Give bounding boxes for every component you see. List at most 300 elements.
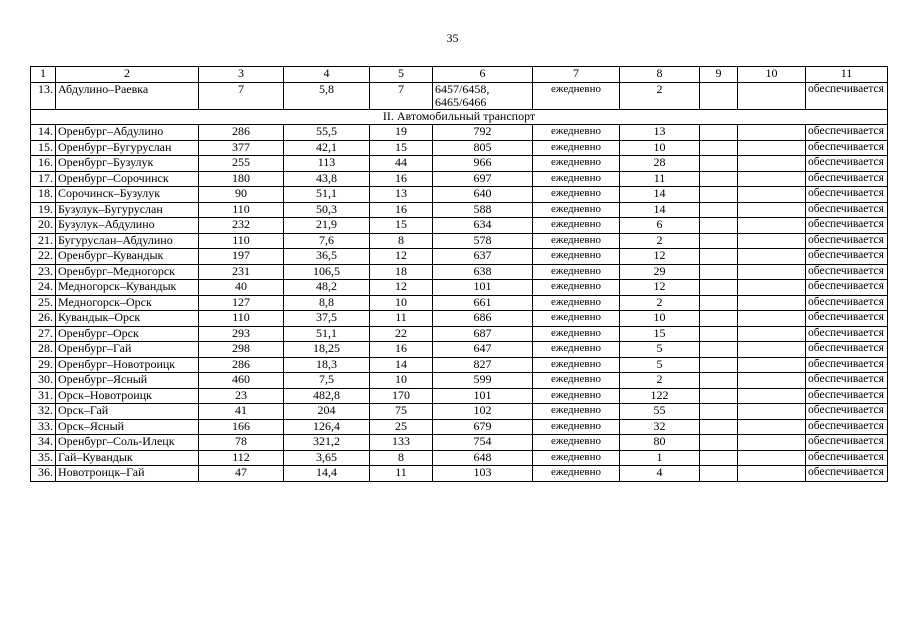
cell-col10 [738, 466, 806, 482]
page-number: 35 [446, 31, 459, 45]
cell-col5: 25 [370, 419, 433, 435]
route-name: Кувандык–Орск [56, 311, 199, 327]
cell-col9 [700, 342, 738, 358]
cell-col8: 14 [620, 187, 700, 203]
cell-frequency: ежедневно [533, 450, 620, 466]
cell-col4: 51,1 [284, 326, 370, 342]
cell-col8: 13 [620, 125, 700, 141]
cell-col8: 55 [620, 404, 700, 420]
table-row [31, 435, 888, 451]
cell-col5: 16 [370, 171, 433, 187]
cell-col9 [700, 264, 738, 280]
cell-col3: 286 [199, 125, 284, 141]
table-row [31, 404, 888, 420]
row-number: 14. [31, 125, 56, 141]
row-number: 26. [31, 311, 56, 327]
cell-col6: 634 [433, 218, 533, 234]
cell-col10 [738, 125, 806, 141]
cell-status: обеспечивается [806, 419, 888, 435]
cell-col9 [700, 171, 738, 187]
cell-col9 [700, 249, 738, 265]
route-name: Орск–Гай [56, 404, 199, 420]
cell-col4: 36,5 [284, 249, 370, 265]
cell-status: обеспечивается [806, 404, 888, 420]
cell-frequency: ежедневно [533, 82, 620, 109]
cell-col3: 90 [199, 187, 284, 203]
cell-frequency: ежедневно [533, 233, 620, 249]
cell-col5: 11 [370, 466, 433, 482]
column-number: 1 [31, 67, 56, 83]
row-number: 21. [31, 233, 56, 249]
cell-col6-line1: 6457/6458, [435, 82, 490, 96]
route-name: Бугуруслан–Абдулино [56, 233, 199, 249]
cell-col5: 11 [370, 311, 433, 327]
table-row [31, 388, 888, 404]
table-row [31, 171, 888, 187]
cell-col3: 255 [199, 156, 284, 172]
table-row [31, 295, 888, 311]
route-name: Бузулук–Бугуруслан [56, 202, 199, 218]
cell-col9 [700, 218, 738, 234]
cell-col6: 679 [433, 419, 533, 435]
cell-col5: 10 [370, 373, 433, 389]
cell-status: обеспечивается [806, 202, 888, 218]
row-number: 31. [31, 388, 56, 404]
cell-col9 [700, 140, 738, 156]
cell-col4: 14,4 [284, 466, 370, 482]
cell-col4: 126,4 [284, 419, 370, 435]
route-name: Гай–Кувандык [56, 450, 199, 466]
column-number: 11 [806, 67, 888, 83]
cell-frequency: ежедневно [533, 342, 620, 358]
cell-col4: 55,5 [284, 125, 370, 141]
cell-col9 [700, 125, 738, 141]
cell-col6: 101 [433, 388, 533, 404]
table-row [31, 342, 888, 358]
cell-col6: 578 [433, 233, 533, 249]
column-number: 7 [533, 67, 620, 83]
column-number: 3 [199, 67, 284, 83]
cell-col6: 686 [433, 311, 533, 327]
cell-col10 [738, 156, 806, 172]
cell-frequency: ежедневно [533, 435, 620, 451]
cell-status: обеспечивается [806, 280, 888, 296]
table-body [31, 67, 888, 482]
table-row [31, 125, 888, 141]
cell-col8: 28 [620, 156, 700, 172]
row-number: 22. [31, 249, 56, 265]
cell-col9 [700, 388, 738, 404]
route-name: Оренбург–Кувандык [56, 249, 199, 265]
cell-col4: 21,9 [284, 218, 370, 234]
cell-col8: 2 [620, 82, 700, 109]
route-name: Бузулук–Абдулино [56, 218, 199, 234]
cell-col8: 4 [620, 466, 700, 482]
cell-col4: 37,5 [284, 311, 370, 327]
route-name: Оренбург–Бугуруслан [56, 140, 199, 156]
row-number: 34. [31, 435, 56, 451]
cell-col3: 180 [199, 171, 284, 187]
cell-col4: 8,8 [284, 295, 370, 311]
cell-col6: 640 [433, 187, 533, 203]
route-name: Сорочинск–Бузулук [56, 187, 199, 203]
column-number: 10 [738, 67, 806, 83]
cell-col4: 43,8 [284, 171, 370, 187]
cell-col4: 113 [284, 156, 370, 172]
cell-frequency: ежедневно [533, 388, 620, 404]
cell-col4: 482,8 [284, 388, 370, 404]
column-number-row [31, 67, 888, 83]
cell-col4: 7,5 [284, 373, 370, 389]
cell-status: обеспечивается [806, 435, 888, 451]
column-number: 2 [56, 67, 199, 83]
cell-col5: 15 [370, 140, 433, 156]
cell-col8: 2 [620, 295, 700, 311]
route-name: Медногорск–Кувандык [56, 280, 199, 296]
cell-col5: 170 [370, 388, 433, 404]
route-name: Оренбург–Соль-Илецк [56, 435, 199, 451]
cell-frequency: ежедневно [533, 280, 620, 296]
row-number: 32. [31, 404, 56, 420]
cell-col4: 106,5 [284, 264, 370, 280]
cell-status: обеспечивается [806, 218, 888, 234]
table-row [31, 156, 888, 172]
cell-status: обеспечивается [806, 326, 888, 342]
table-row [31, 357, 888, 373]
cell-frequency: ежедневно [533, 156, 620, 172]
cell-col3: 166 [199, 419, 284, 435]
cell-col4: 18,25 [284, 342, 370, 358]
cell-col10 [738, 140, 806, 156]
cell-col3: 47 [199, 466, 284, 482]
cell-col9 [700, 419, 738, 435]
cell-col5: 16 [370, 202, 433, 218]
table-row [31, 187, 888, 203]
cell-col6: 103 [433, 466, 533, 482]
route-name: Абдулино–Раевка [56, 82, 199, 109]
cell-col10 [738, 419, 806, 435]
row-number: 28. [31, 342, 56, 358]
row-number: 35. [31, 450, 56, 466]
cell-col8: 80 [620, 435, 700, 451]
cell-col8: 1 [620, 450, 700, 466]
cell-col10 [738, 249, 806, 265]
section-row [31, 109, 888, 125]
cell-col8: 12 [620, 249, 700, 265]
cell-col9 [700, 404, 738, 420]
cell-col6: 697 [433, 171, 533, 187]
cell-col10 [738, 373, 806, 389]
cell-col6: 588 [433, 202, 533, 218]
cell-status: обеспечивается [806, 373, 888, 389]
table-row [31, 419, 888, 435]
cell-col6: 754 [433, 435, 533, 451]
cell-col8: 14 [620, 202, 700, 218]
cell-col5: 12 [370, 280, 433, 296]
cell-status: обеспечивается [806, 156, 888, 172]
cell-col8: 10 [620, 311, 700, 327]
cell-col9 [700, 357, 738, 373]
row-number: 24. [31, 280, 56, 296]
cell-col6: 102 [433, 404, 533, 420]
cell-col6: 966 [433, 156, 533, 172]
route-name: Орск–Новотроицк [56, 388, 199, 404]
cell-col8: 11 [620, 171, 700, 187]
cell-col10 [738, 435, 806, 451]
cell-frequency: ежедневно [533, 202, 620, 218]
cell-col8: 2 [620, 233, 700, 249]
cell-col10 [738, 82, 806, 109]
cell-col10 [738, 450, 806, 466]
route-name: Оренбург–Медногорск [56, 264, 199, 280]
route-name: Оренбург–Ясный [56, 373, 199, 389]
cell-col5: 8 [370, 233, 433, 249]
row-number: 33. [31, 419, 56, 435]
cell-col3: 232 [199, 218, 284, 234]
table-row [31, 82, 888, 109]
row-number: 25. [31, 295, 56, 311]
cell-col6: 687 [433, 326, 533, 342]
table-row [31, 249, 888, 265]
cell-frequency: ежедневно [533, 171, 620, 187]
cell-col9 [700, 295, 738, 311]
table-row [31, 218, 888, 234]
cell-col6: 661 [433, 295, 533, 311]
route-name: Оренбург–Новотроицк [56, 357, 199, 373]
cell-col8: 5 [620, 342, 700, 358]
table-row [31, 140, 888, 156]
cell-status: обеспечивается [806, 342, 888, 358]
cell-col6: 805 [433, 140, 533, 156]
cell-col5: 22 [370, 326, 433, 342]
table-row [31, 450, 888, 466]
cell-col8: 2 [620, 373, 700, 389]
cell-col9 [700, 450, 738, 466]
cell-col10 [738, 388, 806, 404]
row-number: 18. [31, 187, 56, 203]
cell-col5: 16 [370, 342, 433, 358]
cell-col3: 41 [199, 404, 284, 420]
cell-col8: 122 [620, 388, 700, 404]
cell-col5: 7 [370, 82, 433, 109]
cell-frequency: ежедневно [533, 125, 620, 141]
row-number: 23. [31, 264, 56, 280]
cell-col8: 15 [620, 326, 700, 342]
cell-col4: 3,65 [284, 450, 370, 466]
row-number: 20. [31, 218, 56, 234]
cell-col3: 127 [199, 295, 284, 311]
cell-col3: 110 [199, 233, 284, 249]
cell-col10 [738, 280, 806, 296]
cell-col6: 638 [433, 264, 533, 280]
cell-col9 [700, 466, 738, 482]
table-row [31, 326, 888, 342]
cell-status: обеспечивается [806, 357, 888, 373]
cell-col10 [738, 357, 806, 373]
cell-col5: 133 [370, 435, 433, 451]
route-name: Орск–Ясный [56, 419, 199, 435]
cell-col5: 75 [370, 404, 433, 420]
cell-col6: 648 [433, 450, 533, 466]
cell-col9 [700, 156, 738, 172]
cell-col4: 51,1 [284, 187, 370, 203]
cell-col5: 19 [370, 125, 433, 141]
route-name: Оренбург–Гай [56, 342, 199, 358]
cell-col6: 647 [433, 342, 533, 358]
cell-col3: 460 [199, 373, 284, 389]
cell-col4: 5,8 [284, 82, 370, 109]
cell-col8: 12 [620, 280, 700, 296]
cell-status: обеспечивается [806, 295, 888, 311]
route-name: Медногорск–Орск [56, 295, 199, 311]
cell-frequency: ежедневно [533, 357, 620, 373]
cell-frequency: ежедневно [533, 295, 620, 311]
table-row [31, 280, 888, 296]
cell-col6: 792 [433, 125, 533, 141]
cell-col10 [738, 187, 806, 203]
route-name: Оренбург–Орск [56, 326, 199, 342]
row-number: 27. [31, 326, 56, 342]
cell-col9 [700, 202, 738, 218]
cell-col10 [738, 404, 806, 420]
row-number: 30. [31, 373, 56, 389]
cell-col5: 15 [370, 218, 433, 234]
cell-col3: 286 [199, 357, 284, 373]
cell-status: обеспечивается [806, 388, 888, 404]
cell-col6 [433, 82, 533, 109]
cell-col3: 40 [199, 280, 284, 296]
cell-status: обеспечивается [806, 264, 888, 280]
route-name: Оренбург–Сорочинск [56, 171, 199, 187]
cell-col8: 29 [620, 264, 700, 280]
row-number: 29. [31, 357, 56, 373]
cell-col3: 377 [199, 140, 284, 156]
cell-col6: 101 [433, 280, 533, 296]
route-name: Оренбург–Абдулино [56, 125, 199, 141]
cell-frequency: ежедневно [533, 187, 620, 203]
cell-col9 [700, 435, 738, 451]
cell-col10 [738, 233, 806, 249]
cell-col10 [738, 295, 806, 311]
cell-col4: 42,1 [284, 140, 370, 156]
cell-col5: 12 [370, 249, 433, 265]
column-number: 4 [284, 67, 370, 83]
cell-col9 [700, 187, 738, 203]
cell-col5: 44 [370, 156, 433, 172]
cell-col8: 32 [620, 419, 700, 435]
cell-col9 [700, 233, 738, 249]
cell-col4: 7,6 [284, 233, 370, 249]
cell-status: обеспечивается [806, 187, 888, 203]
section-title: II. Автомобильный транспорт [31, 109, 888, 125]
cell-col5: 13 [370, 187, 433, 203]
cell-col9 [700, 373, 738, 389]
cell-col6: 827 [433, 357, 533, 373]
cell-col8: 6 [620, 218, 700, 234]
cell-col6: 599 [433, 373, 533, 389]
cell-status: обеспечивается [806, 466, 888, 482]
cell-col9 [700, 280, 738, 296]
cell-col8: 5 [620, 357, 700, 373]
cell-col5: 14 [370, 357, 433, 373]
cell-frequency: ежедневно [533, 466, 620, 482]
cell-col4: 321,2 [284, 435, 370, 451]
row-number: 15. [31, 140, 56, 156]
column-number: 6 [433, 67, 533, 83]
route-name: Новотроицк–Гай [56, 466, 199, 482]
cell-col3: 78 [199, 435, 284, 451]
cell-frequency: ежедневно [533, 373, 620, 389]
cell-frequency: ежедневно [533, 419, 620, 435]
column-number: 8 [620, 67, 700, 83]
cell-col10 [738, 311, 806, 327]
row-number: 19. [31, 202, 56, 218]
cell-col10 [738, 218, 806, 234]
table-row [31, 264, 888, 280]
cell-col10 [738, 342, 806, 358]
cell-status: обеспечивается [806, 171, 888, 187]
cell-col3: 7 [199, 82, 284, 109]
cell-frequency: ежедневно [533, 404, 620, 420]
cell-col4: 48,2 [284, 280, 370, 296]
cell-status: обеспечивается [806, 249, 888, 265]
table-row [31, 202, 888, 218]
cell-status: обеспечивается [806, 140, 888, 156]
cell-col4: 204 [284, 404, 370, 420]
cell-status: обеспечивается [806, 233, 888, 249]
table-row [31, 233, 888, 249]
cell-col3: 298 [199, 342, 284, 358]
cell-frequency: ежедневно [533, 249, 620, 265]
cell-col3: 110 [199, 311, 284, 327]
table-row [31, 373, 888, 389]
row-number: 16. [31, 156, 56, 172]
cell-status: обеспечивается [806, 311, 888, 327]
cell-col10 [738, 171, 806, 187]
route-table [30, 66, 888, 482]
row-number: 36. [31, 466, 56, 482]
cell-col5: 10 [370, 295, 433, 311]
column-number: 9 [700, 67, 738, 83]
cell-col9 [700, 326, 738, 342]
column-number: 5 [370, 67, 433, 83]
cell-col9 [700, 82, 738, 109]
row-number: 17. [31, 171, 56, 187]
cell-col3: 197 [199, 249, 284, 265]
cell-col8: 10 [620, 140, 700, 156]
cell-col3: 23 [199, 388, 284, 404]
row-number: 13. [31, 82, 56, 109]
cell-col3: 231 [199, 264, 284, 280]
cell-col4: 18,3 [284, 357, 370, 373]
cell-status: обеспечивается [806, 82, 888, 109]
route-name: Оренбург–Бузулук [56, 156, 199, 172]
table-row [31, 311, 888, 327]
cell-frequency: ежедневно [533, 264, 620, 280]
cell-col3: 293 [199, 326, 284, 342]
cell-col6-line2: 6465/6466 [435, 94, 487, 109]
cell-frequency: ежедневно [533, 326, 620, 342]
cell-col9 [700, 311, 738, 327]
cell-status: обеспечивается [806, 125, 888, 141]
cell-col5: 8 [370, 450, 433, 466]
cell-frequency: ежедневно [533, 218, 620, 234]
cell-col5: 18 [370, 264, 433, 280]
table-row [31, 466, 888, 482]
cell-col4: 50,3 [284, 202, 370, 218]
cell-col6: 637 [433, 249, 533, 265]
cell-frequency: ежедневно [533, 311, 620, 327]
